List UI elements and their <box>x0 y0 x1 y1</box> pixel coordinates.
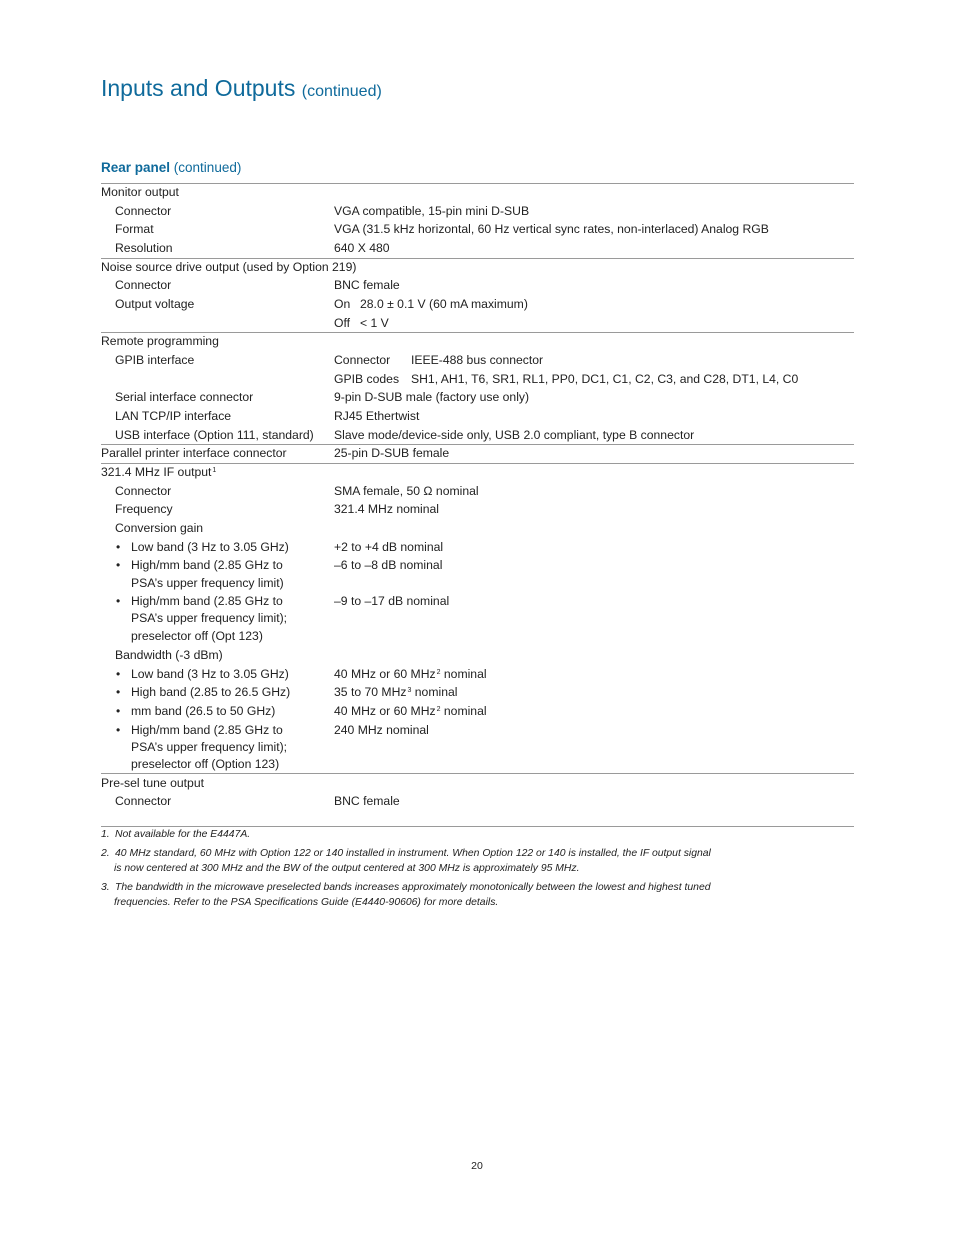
footnote-3-text-line-1: The bandwidth in the microwave preselected bands increases approximately monotonically between the lowest and highest tuned <box>115 882 711 893</box>
bullet: • <box>116 558 121 572</box>
page-title-suffix: (continued) <box>301 83 382 100</box>
divider-monitor <box>101 258 854 259</box>
page-title-text: Inputs and Outputs <box>101 75 296 101</box>
section-heading <box>101 159 241 177</box>
preselect-connector-label: Connector <box>115 794 172 808</box>
remote-usb-value: Slave mode/device-side only, USB 2.0 compliant, type B connector <box>334 428 695 442</box>
footnote-3 <box>101 880 711 910</box>
bw-item-4-line-1: High/mm band (2.85 GHz to <box>131 723 283 737</box>
if-connector-value: SMA female, 50 Ω nominal <box>334 484 479 498</box>
bullet: • <box>116 704 121 718</box>
gain-item-3-line-2: PSA’s upper frequency limit); <box>131 611 288 625</box>
remote-gpib-codes-value: SH1, AH1, T6, SR1, RL1, PP0, DC1, C1, C2, C3, and C28, DT1, L4, C0 <box>411 372 799 386</box>
bw-item-3-value-b: nominal <box>443 704 487 718</box>
bw-item-3-line-1: mm band (26.5 to 50 GHz) <box>131 704 276 718</box>
noise-off-label: Off <box>334 316 351 330</box>
gain-item-2-line-1: High/mm band (2.85 GHz to <box>131 558 283 572</box>
noise-on-value: 28.0 ± 0.1 V (60 mA maximum) <box>360 297 528 311</box>
gain-item-3-line-3: preselector off (Opt 123) <box>131 629 263 643</box>
gain-item-2-value: –6 to –8 dB nominal <box>334 558 443 572</box>
bw-item-1-value-a: 40 MHz or 60 MHz <box>334 667 436 681</box>
monitor-format-label: Format <box>115 222 154 236</box>
divider-if <box>101 773 854 774</box>
if-heading-footnote-ref: 1 <box>212 467 217 474</box>
footnote-2-text-line-1: 40 MHz standard, 60 MHz with Option 122 or 140 installed in instrument. When Option 122 or 140 is installed, the IF output signal <box>115 848 711 859</box>
if-frequency-label: Frequency <box>115 502 173 516</box>
bullet: • <box>116 594 121 608</box>
section-heading-suffix: (continued) <box>173 160 242 175</box>
footnote-1 <box>101 827 250 842</box>
section-heading-label: Rear panel <box>101 160 171 175</box>
parallel-value: 25-pin D-SUB female <box>334 446 450 460</box>
bw-item-2-value <box>334 685 457 700</box>
gain-item-1-value: +2 to +4 dB nominal <box>334 540 444 554</box>
noise-heading: Noise source drive output (used by Option 219) <box>101 260 357 274</box>
bullet: • <box>116 685 121 699</box>
remote-usb-label: USB interface (Option 111, standard) <box>115 428 314 442</box>
preselect-heading: Pre-sel tune output <box>101 776 204 790</box>
bw-item-4-value: 240 MHz nominal <box>334 723 429 737</box>
bw-item-2-line-1: High band (2.85 to 26.5 GHz) <box>131 685 291 699</box>
remote-lan-label: LAN TCP/IP interface <box>115 409 232 423</box>
bw-item-2-value-b: nominal <box>414 685 458 699</box>
bw-item-3-value <box>334 704 487 719</box>
monitor-resolution-value: 640 X 480 <box>334 241 390 255</box>
if-heading-text: 321.4 MHz IF output <box>101 465 212 479</box>
page-title <box>101 72 382 108</box>
remote-gpib-connector-label: Connector <box>334 353 391 367</box>
noise-off-value: < 1 V <box>360 316 389 330</box>
footnote-2-number: 2. <box>101 848 110 859</box>
monitor-connector-value: VGA compatible, 15-pin mini D-SUB <box>334 204 530 218</box>
remote-lan-value: RJ45 Ethertwist <box>334 409 420 423</box>
gain-item-1-line-1: Low band (3 Hz to 3.05 GHz) <box>131 540 289 554</box>
if-connector-label: Connector <box>115 484 172 498</box>
divider-noise <box>101 332 854 333</box>
footnote-1-text: Not available for the E4447A. <box>115 829 251 840</box>
remote-gpib-label: GPIB interface <box>115 353 195 367</box>
footnote-2-text-line-2: is now centered at 300 MHz and the BW of the output centered at 300 MHz is approximately 95 MHz. <box>114 863 580 874</box>
bw-item-2-value-a: 35 to 70 MHz <box>334 685 407 699</box>
page-number: 20 <box>471 1160 483 1172</box>
footnote-3-text-line-2: frequencies. Refer to the PSA Specifications Guide (E4440-90606) for more details. <box>114 897 499 908</box>
bw-item-3-value-a: 40 MHz or 60 MHz <box>334 704 436 718</box>
if-bandwidth-label: Bandwidth (-3 dBm) <box>115 648 223 662</box>
if-frequency-value: 321.4 MHz nominal <box>334 502 439 516</box>
bullet: • <box>116 667 121 681</box>
if-heading <box>101 465 216 480</box>
remote-heading: Remote programming <box>101 334 219 348</box>
divider-remote <box>101 444 854 445</box>
bullet: • <box>116 540 121 554</box>
bw-item-2-footnote-ref: 3 <box>407 687 412 694</box>
monitor-resolution-label: Resolution <box>115 241 173 255</box>
gain-item-2-line-2: PSA’s upper frequency limit) <box>131 576 284 590</box>
noise-connector-label: Connector <box>115 278 172 292</box>
bullet: • <box>116 723 121 737</box>
noise-voltage-label: Output voltage <box>115 297 195 311</box>
divider-parallel <box>101 463 854 464</box>
if-gain-label: Conversion gain <box>115 521 204 535</box>
gain-item-3-line-1: High/mm band (2.85 GHz to <box>131 594 283 608</box>
footnote-2 <box>101 846 711 876</box>
remote-serial-value: 9-pin D-SUB male (factory use only) <box>334 390 530 404</box>
bw-item-1-line-1: Low band (3 Hz to 3.05 GHz) <box>131 667 289 681</box>
footnote-3-number: 3. <box>101 882 110 893</box>
gain-item-3-value: –9 to –17 dB nominal <box>334 594 450 608</box>
footnote-1-number: 1. <box>101 829 110 840</box>
noise-on-label: On <box>334 297 351 311</box>
divider-top <box>101 183 854 184</box>
preselect-connector-value: BNC female <box>334 794 400 808</box>
parallel-label: Parallel printer interface connector <box>101 446 287 460</box>
monitor-format-value: VGA (31.5 kHz horizontal, 60 Hz vertical sync rates, non-interlaced) Analog RGB <box>334 222 769 236</box>
remote-gpib-connector-value: IEEE-488 bus connector <box>411 353 544 367</box>
remote-gpib-codes-label: GPIB codes <box>334 372 400 386</box>
bw-item-4-line-3: preselector off (Option 123) <box>131 757 280 771</box>
bw-item-1-footnote-ref: 2 <box>436 669 441 676</box>
bw-item-3-footnote-ref: 2 <box>436 706 441 713</box>
bw-item-1-value-b: nominal <box>443 667 487 681</box>
bw-item-1-value <box>334 667 487 682</box>
noise-connector-value: BNC female <box>334 278 400 292</box>
monitor-heading: Monitor output <box>101 185 179 199</box>
remote-serial-label: Serial interface connector <box>115 390 254 404</box>
monitor-connector-label: Connector <box>115 204 172 218</box>
bw-item-4-line-2: PSA’s upper frequency limit); <box>131 740 288 754</box>
